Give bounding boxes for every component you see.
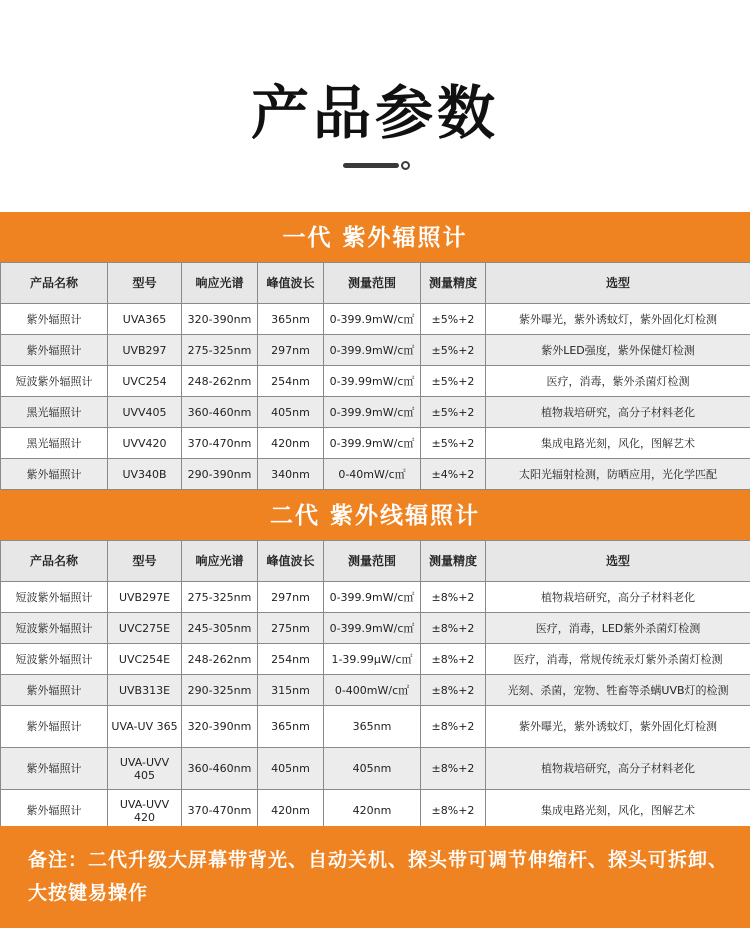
cell-product-name: 紫外辐照计 <box>1 748 108 790</box>
cell-range: 405nm <box>324 748 421 790</box>
cell-selection: 植物栽培研究，高分子材料老化 <box>486 582 750 613</box>
cell-accuracy: ±8%+2 <box>421 748 486 790</box>
cell-range: 0-399.9mW/c㎡ <box>324 397 421 428</box>
cell-peak: 405nm <box>258 397 324 428</box>
cell-range: 365nm <box>324 706 421 748</box>
cell-product-name: 紫外辐照计 <box>1 675 108 706</box>
cell-model: UV340B <box>108 459 182 490</box>
cell-spectrum: 290-325nm <box>182 675 258 706</box>
cell-model: UVA365 <box>108 304 182 335</box>
table-row <box>1 335 750 366</box>
cell-model: UVA-UVV 405 <box>108 748 182 790</box>
cell-accuracy: ±8%+2 <box>421 790 486 832</box>
cell-accuracy: ±5%+2 <box>421 428 486 459</box>
table-row <box>1 397 750 428</box>
table-row <box>1 613 750 644</box>
header-peak-wavelength: 峰值波长 <box>258 263 324 304</box>
cell-accuracy: ±8%+2 <box>421 582 486 613</box>
cell-peak: 365nm <box>258 304 324 335</box>
cell-product-name: 短波紫外辐照计 <box>1 366 108 397</box>
cell-selection: 紫外曝光，紫外诱蚊灯，紫外固化灯检测 <box>486 304 750 335</box>
cell-spectrum: 248-262nm <box>182 644 258 675</box>
cell-spectrum: 370-470nm <box>182 428 258 459</box>
table-row <box>1 582 750 613</box>
cell-spectrum: 275-325nm <box>182 582 258 613</box>
cell-model: UVC254E <box>108 644 182 675</box>
cell-spectrum: 320-390nm <box>182 304 258 335</box>
cell-range: 0-399.9mW/c㎡ <box>324 335 421 366</box>
cell-selection: 集成电路光刻，风化，图解艺术 <box>486 790 750 832</box>
header-accuracy: 测量精度 <box>421 263 486 304</box>
cell-model: UVB297E <box>108 582 182 613</box>
cell-model: UVA-UV 365 <box>108 706 182 748</box>
cell-range: 0-399.9mW/c㎡ <box>324 304 421 335</box>
cell-range: 0-399.9mW/c㎡ <box>324 613 421 644</box>
header-selection: 选型 <box>486 263 750 304</box>
gen2-spec-table <box>0 540 750 832</box>
cell-product-name: 紫外辐照计 <box>1 335 108 366</box>
cell-selection: 紫外曝光，紫外诱蚊灯，紫外固化灯检测 <box>486 706 750 748</box>
table-row <box>1 644 750 675</box>
cell-accuracy: ±5%+2 <box>421 397 486 428</box>
gen1-section-title: 一代 紫外辐照计 <box>0 212 750 262</box>
cell-model: UVB313E <box>108 675 182 706</box>
title-ornament <box>343 161 409 170</box>
cell-spectrum: 245-305nm <box>182 613 258 644</box>
cell-accuracy: ±5%+2 <box>421 304 486 335</box>
cell-peak: 297nm <box>258 335 324 366</box>
cell-spectrum: 275-325nm <box>182 335 258 366</box>
cell-product-name: 短波紫外辐照计 <box>1 613 108 644</box>
cell-accuracy: ±5%+2 <box>421 335 486 366</box>
table-row <box>1 706 750 748</box>
table-header-row <box>1 541 750 582</box>
cell-peak: 365nm <box>258 706 324 748</box>
cell-peak: 254nm <box>258 644 324 675</box>
table-row <box>1 675 750 706</box>
cell-range: 420nm <box>324 790 421 832</box>
cell-model: UVC254 <box>108 366 182 397</box>
ornament-dot <box>401 161 410 170</box>
cell-spectrum: 290-390nm <box>182 459 258 490</box>
header-product-name: 产品名称 <box>1 541 108 582</box>
ornament-bar <box>343 163 399 168</box>
cell-spectrum: 320-390nm <box>182 706 258 748</box>
table-row <box>1 428 750 459</box>
cell-product-name: 紫外辐照计 <box>1 459 108 490</box>
cell-peak: 315nm <box>258 675 324 706</box>
cell-accuracy: ±4%+2 <box>421 459 486 490</box>
cell-peak: 405nm <box>258 748 324 790</box>
cell-model: UVA-UVV 420 <box>108 790 182 832</box>
table-row <box>1 748 750 790</box>
cell-selection: 太阳光辐射检测，防晒应用，光化学匹配 <box>486 459 750 490</box>
cell-spectrum: 248-262nm <box>182 366 258 397</box>
header-range: 测量范围 <box>324 263 421 304</box>
cell-model: UVC275E <box>108 613 182 644</box>
cell-selection: 医疗，消毒，紫外杀菌灯检测 <box>486 366 750 397</box>
header-model: 型号 <box>108 263 182 304</box>
cell-accuracy: ±5%+2 <box>421 366 486 397</box>
cell-model: UVB297 <box>108 335 182 366</box>
cell-peak: 340nm <box>258 459 324 490</box>
cell-product-name: 黑光辐照计 <box>1 397 108 428</box>
header-spectrum: 响应光谱 <box>182 263 258 304</box>
cell-product-name: 短波紫外辐照计 <box>1 644 108 675</box>
cell-accuracy: ±8%+2 <box>421 644 486 675</box>
table-header-row <box>1 263 750 304</box>
table-row <box>1 304 750 335</box>
page-title: 产品参数 <box>250 79 499 147</box>
cell-selection: 紫外LED强度，紫外保健灯检测 <box>486 335 750 366</box>
cell-selection: 植物栽培研究，高分子材料老化 <box>486 748 750 790</box>
cell-product-name: 紫外辐照计 <box>1 790 108 832</box>
gen1-spec-table <box>0 262 750 490</box>
note-text: 备注：二代升级大屏幕带背光、自动关机、探头带可调节伸缩杆、探头可拆卸、大按键易操作 <box>28 849 729 904</box>
header-spectrum: 响应光谱 <box>182 541 258 582</box>
cell-range: 0-40mW/c㎡ <box>324 459 421 490</box>
cell-model: UVV420 <box>108 428 182 459</box>
cell-selection: 医疗，消毒，常规传统汞灯紫外杀菌灯检测 <box>486 644 750 675</box>
cell-accuracy: ±8%+2 <box>421 675 486 706</box>
cell-range: 0-399.9mW/c㎡ <box>324 582 421 613</box>
cell-accuracy: ±8%+2 <box>421 613 486 644</box>
header-accuracy: 测量精度 <box>421 541 486 582</box>
cell-product-name: 紫外辐照计 <box>1 304 108 335</box>
cell-spectrum: 360-460nm <box>182 397 258 428</box>
cell-range: 0-400mW/c㎡ <box>324 675 421 706</box>
cell-peak: 254nm <box>258 366 324 397</box>
cell-selection: 医疗，消毒，LED紫外杀菌灯检测 <box>486 613 750 644</box>
cell-spectrum: 370-470nm <box>182 790 258 832</box>
cell-selection: 集成电路光刻，风化，图解艺术 <box>486 428 750 459</box>
table-row <box>1 459 750 490</box>
cell-peak: 297nm <box>258 582 324 613</box>
cell-model: UVV405 <box>108 397 182 428</box>
header-selection: 选型 <box>486 541 750 582</box>
cell-selection: 植物栽培研究，高分子材料老化 <box>486 397 750 428</box>
header-product-name: 产品名称 <box>1 263 108 304</box>
cell-selection: 光刻、杀菌，宠物、牲畜等杀螨UVB灯的检测 <box>486 675 750 706</box>
cell-product-name: 短波紫外辐照计 <box>1 582 108 613</box>
header-range: 测量范围 <box>324 541 421 582</box>
table-row <box>1 366 750 397</box>
cell-peak: 420nm <box>258 428 324 459</box>
cell-peak: 420nm <box>258 790 324 832</box>
cell-accuracy: ±8%+2 <box>421 706 486 748</box>
header-model: 型号 <box>108 541 182 582</box>
cell-range: 1-39.99μW/c㎡ <box>324 644 421 675</box>
header-peak-wavelength: 峰值波长 <box>258 541 324 582</box>
cell-spectrum: 360-460nm <box>182 748 258 790</box>
note-banner <box>0 826 750 928</box>
cell-peak: 275nm <box>258 613 324 644</box>
title-area <box>0 0 750 212</box>
cell-product-name: 紫外辐照计 <box>1 706 108 748</box>
cell-product-name: 黑光辐照计 <box>1 428 108 459</box>
gen2-section-title: 二代 紫外线辐照计 <box>0 490 750 540</box>
cell-range: 0-39.99mW/c㎡ <box>324 366 421 397</box>
cell-range: 0-399.9mW/c㎡ <box>324 428 421 459</box>
